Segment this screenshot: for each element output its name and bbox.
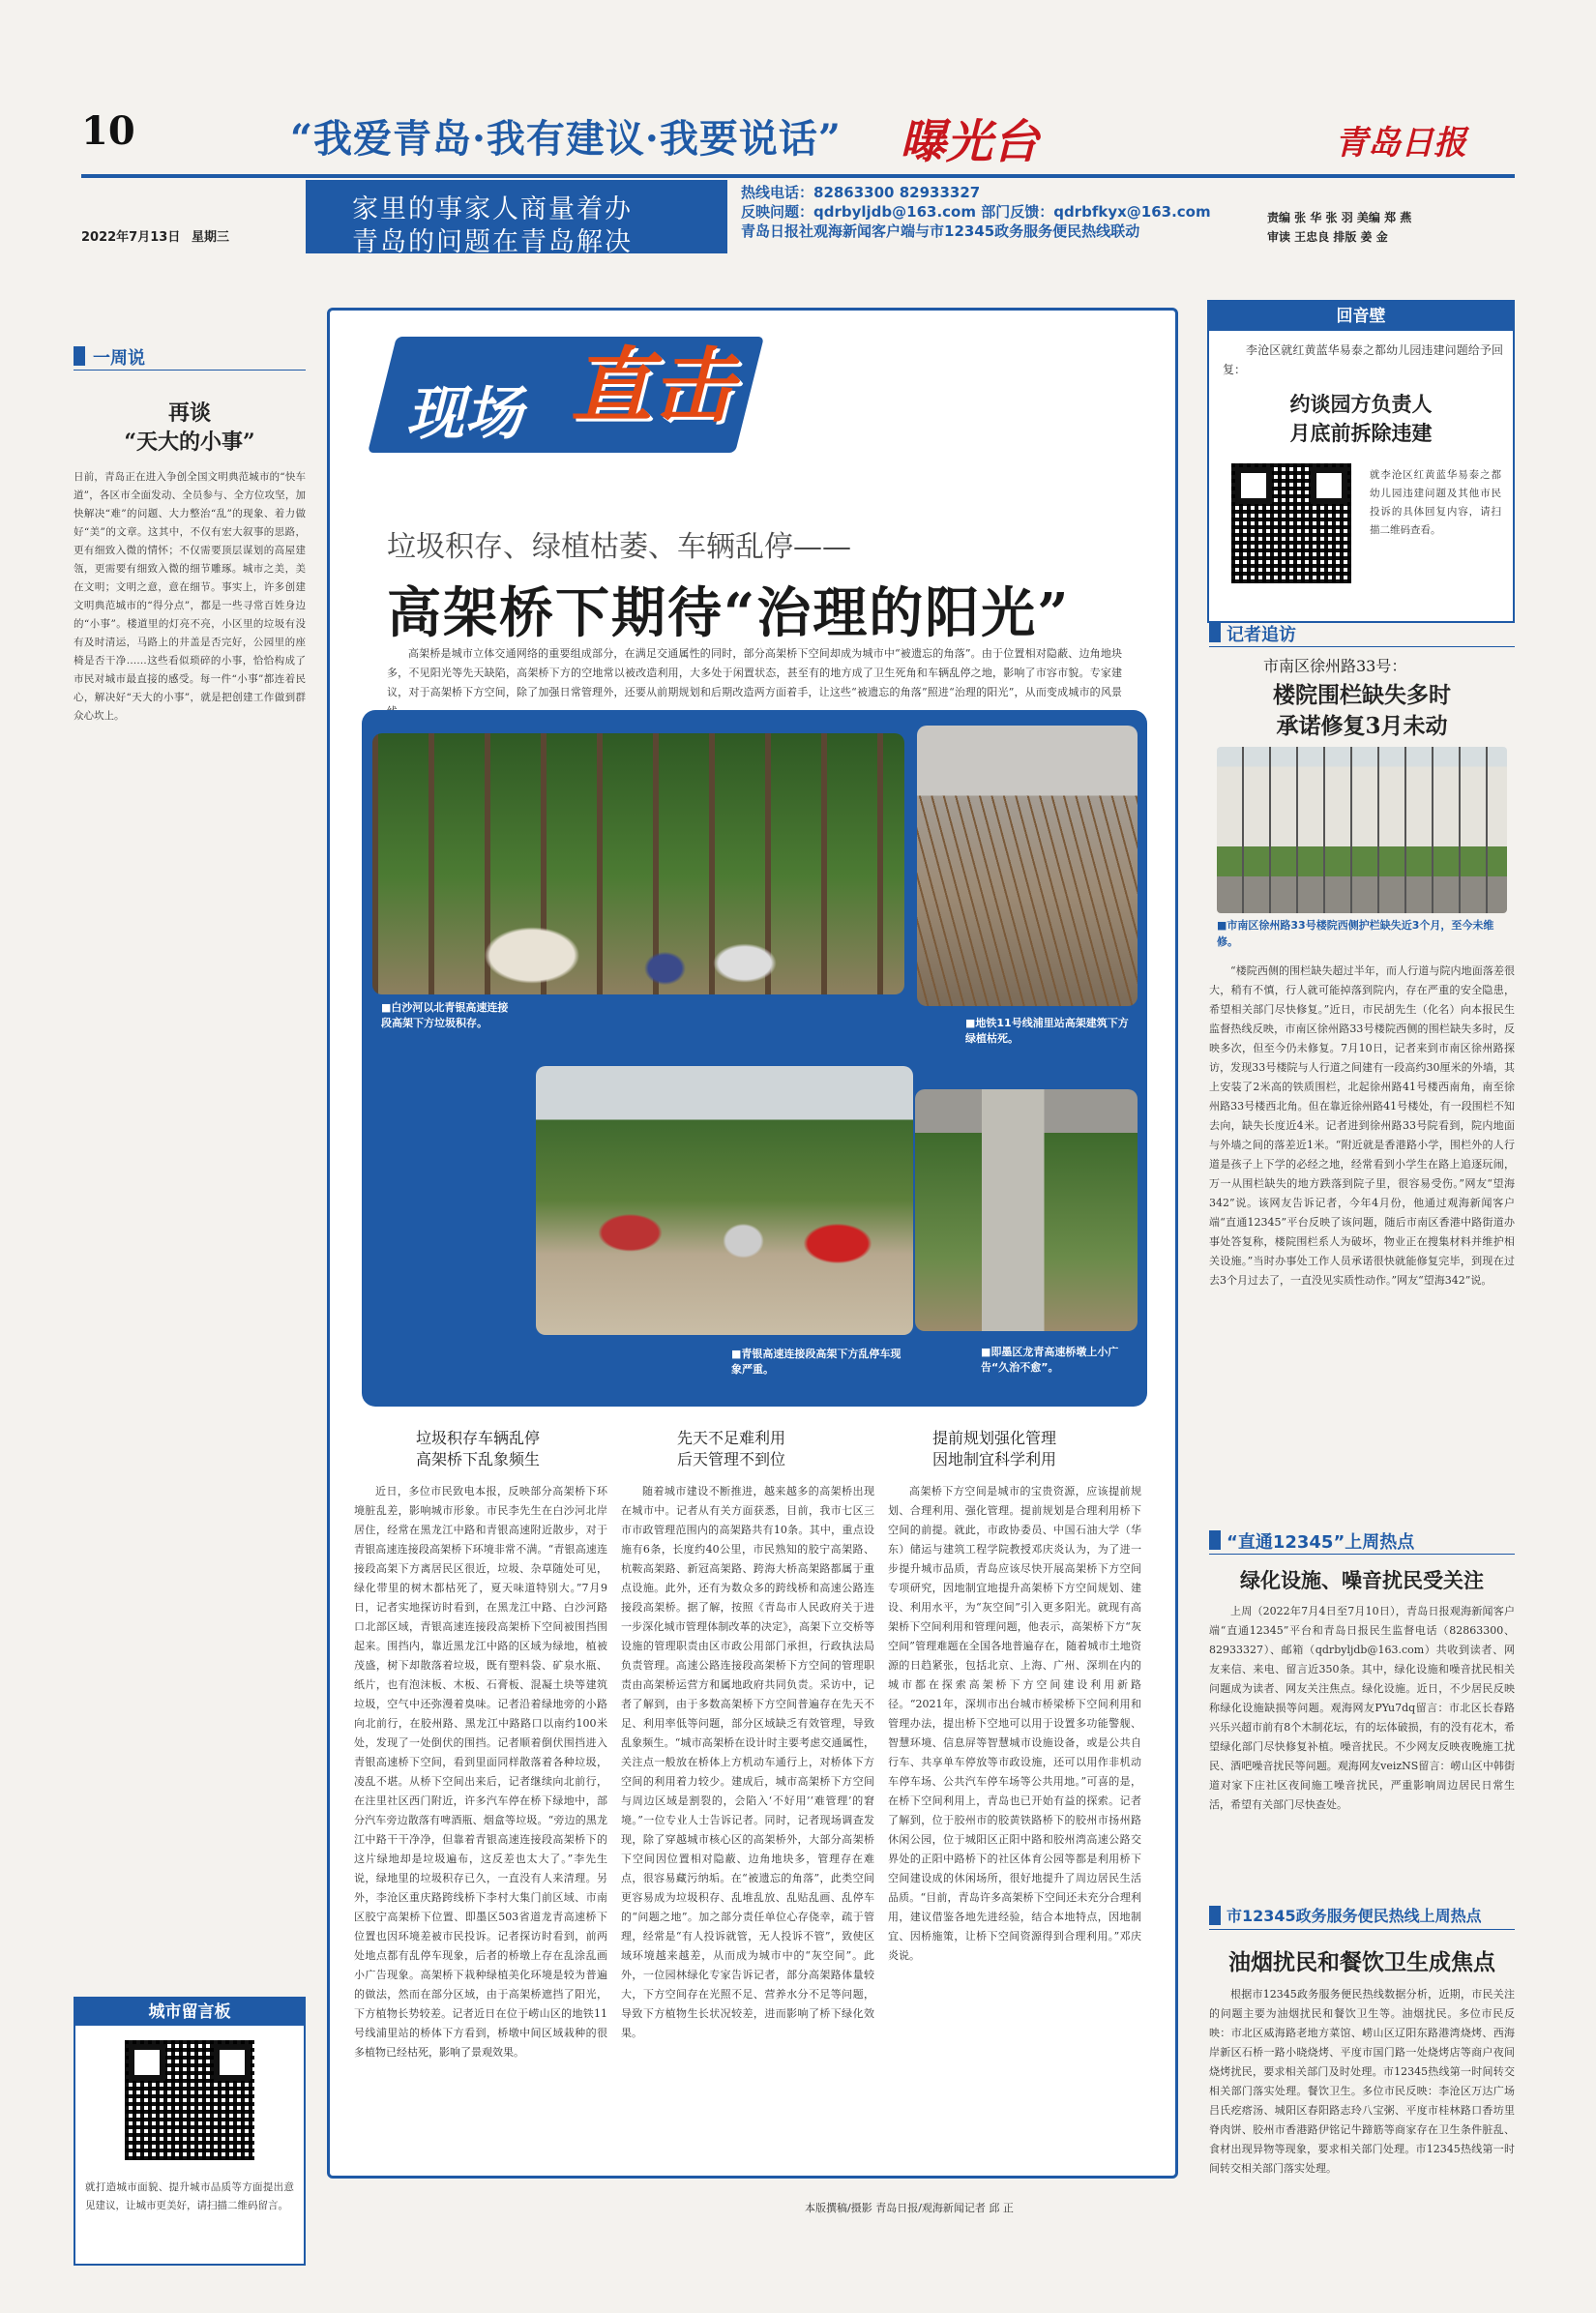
photo-building-fence bbox=[1217, 747, 1507, 913]
s2-body: “楼院西侧的围栏缺失超过半年，而人行道与院内地面落差很大，稍有不慎，行人就可能掉落到院内，存在严重的安全隐患，希望相关部门尽快修复。”近日，市民胡先生（化名）向本报民生监督热线反映，市南区徐州路33号楼院西侧的围栏缺失多时，反映多次，但至今仍未修复。7月10日，记者来到市南区徐州路探访，发现33号楼院与人行道之间建有一段高约30厘米的外墙，其上安装了2米高的铁质围栏，北起徐州路41号楼西南角，南至徐州路33号楼西北角。但在靠近徐州路41号楼处，有一段围栏不知去向，缺失长度近4米。记者进到徐州路33号院看到，院内地面与外墙之间的落差近1米。“附近就是香港路小学，围栏外的人行道是孩子上下学的必经之地，经常看到小学生在路上追逐玩闹，万一从围栏缺失的地方跌落到院子里，很容易受伤。”网友“望海342”说。该网友告诉记者，今年4月份，他通过观海新闻客户端“直通12345”平台反映了该问题，随后市南区香港中路街道办事处答复称，楼院围栏系人为破坏，物业正在搜集材料并维护相关设施。”当时办事处工作人员承诺很快就能修复完毕，到现在过去3个月过去了，一直没见实质性动作。”网友“望海342”说。 bbox=[1209, 964, 1515, 1287]
hotline: 热线电话：82863300 82933327 bbox=[741, 184, 981, 201]
motto-line2: 青岛的问题在青岛解决 bbox=[352, 227, 633, 257]
feature-banner-b: 直击 bbox=[571, 338, 734, 433]
feature-title: 高架桥下期待“治理的阳光” bbox=[387, 581, 1071, 645]
feature-credit: 本版撰稿/摄影 青岛日报/观海新闻记者 邱 正 bbox=[805, 2202, 1014, 2214]
s2-kicker: 市南区徐州路33号： bbox=[1263, 657, 1407, 675]
reviewers: 审读 王忠良 排版 姜 金 bbox=[1267, 230, 1388, 244]
echo-wall-headline1: 约谈园方负责人 bbox=[1289, 392, 1433, 416]
left-body: 日前，青岛正在进入争创全国文明典范城市的“快车道”，各区市全面发动、全员参与、全方位攻坚，加快解决“难”的问题、大力整治“乱”的现象、着力做好“美”的文章。这其中，不仅有宏大叙事的思路，更有细致入微的情怀；不仅需要顶层谋划的高屋建瓴，更需要有细致入微的细节雕琢。城市之美，美在文明；文明之意，意在细节。事实上，许多创建文明典范城市的“得分点”，都是一些寻常百姓身边的“小事”。楼道里的灯亮不亮，小区里的垃圾有没有及时清运，马路上的井盖是否完好，公园里的座椅是否干净……这些看似琐碎的小事，恰恰构成了市民对城市最直接的感受。每一件“小事”都连着民心，解决好“天大的小事”，就是把创建工作做到群众心坎上。 bbox=[74, 471, 306, 722]
echo-wall-note: 就李沧区红黄蓝华易泰之都幼儿园违建问题及其他市民投诉的具体回复内容，请扫描二维码查看。 bbox=[1370, 469, 1501, 536]
feature-banner-a: 现场 bbox=[406, 380, 522, 448]
page-number: 10 bbox=[81, 108, 135, 154]
echo-wall-box bbox=[1207, 300, 1515, 623]
feature-subtitle: 垃圾积存、绿植枯萎、车辆乱停—— bbox=[387, 530, 851, 564]
photo-withered-plants bbox=[917, 726, 1138, 1006]
paper-logo: 青岛日报 bbox=[1335, 124, 1466, 163]
motto-line1: 家里的事家人商量着办 bbox=[352, 194, 633, 224]
caption-1: ■白沙河以北青银高速连接段高架下方垃圾积存。 bbox=[373, 996, 518, 1035]
s3-tag: “直通12345”上周热点 bbox=[1227, 1532, 1415, 1553]
left-title2: “天大的小事” bbox=[124, 430, 255, 455]
s2-tag: 记者追访 bbox=[1227, 625, 1296, 645]
feature-col1: 近日，多位市民致电本报，反映部分高架桥下环境脏乱差，影响城市形象。市民李先生在白沙河北岸居住，经常在黑龙江中路和青银高速附近散步，对于青银高速连接段高架桥下环境非常不满。“青银高速连接段高架下方离居民区很近，垃圾、杂草随处可见，绿化带里的树木都枯死了，夏天味道特别大。”7月9日，记者实地探访时看到，在黑龙江中路、白沙河路口北部区域，青银高速连接段高架桥下空间被围挡围起来。围挡内，靠近黑龙江中路的区域为绿地，植被茂盛，树下却散落着垃圾，既有塑料袋、矿泉水瓶、纸片，也有泡沫板、木板、石膏板、混凝土块等建筑垃圾，空气中还弥漫着臭味。记者沿着绿地旁的小路向北前行，在胶州路、黑龙江中路路口以南约100米处，发现了一处倒伏的围挡。记者顺着倒伏围挡进入青银高速桥下空间，看到里面同样散落着各种垃圾，凌乱不堪。从桥下空间出来后，记者继续向北前行，在注里社区西门附近，许多汽车停在桥下绿地中，部分汽车旁边散落有啤酒瓶、烟盒等垃圾。“旁边的黑龙江中路干干净净，但靠着青银高速连接段高架桥下的这片绿地却是垃圾遍布，这反差也太大了。”李先生说，绿地里的垃圾积存已久，一直没有人来清理。另外，李沧区重庆路跨线桥下李村大集门前区域、市南区胶宁高架桥下位置、即墨区503省道龙青高速桥下位置也因环境差被市民投诉。记者探访时看到，前两处地点都有乱停车现象，后者的桥墩上存在乱涂乱画小广告现象。高架桥下栽种绿植美化环境是较为普遍的做法，然而在部分区域，由于高架桥遮挡了阳光，下方植物长势较差。记者近日在位于崂山区的地铁11号线浦里站的桥体下方看到，桥墩中间区域栽种的很多植物已经枯死，影响了景观效果。 bbox=[354, 1485, 607, 2059]
s4-body: 根据市12345政务服务便民热线数据分析，近期，市民关注的问题主要为油烟扰民和餐饮卫生等。油烟扰民。多位市民反映：市北区威海路老地方菜馆、崂山区辽阳东路港湾烧烤、西海岸新区石桥一路小晓烧烤、平度市国门路一处烧烤店等商户夜间烧烤扰民，要求相关部门及时处理。市12345热线第一时间转交相关部门落实处理。餐饮卫生。多位市民反映：李沧区万达广场吕氏疙瘩汤、城阳区春阳路志玲八宝粥、平度市桂林路口香坊里脊肉饼、胶州市香港路伊铭记牛蹄筋等商家存在卫生条件脏乱、食材出现异物等现象，要求相关部门处理。市12345热线第一时间转交相关部门落实处理。 bbox=[1209, 1988, 1515, 2175]
left-section-rule bbox=[74, 370, 306, 371]
message-board bbox=[74, 1997, 306, 2266]
partner-line: 青岛日报社观海新闻客户端与市12345政务服务便民热线联动 bbox=[741, 222, 1140, 240]
photo-forest-litter bbox=[372, 733, 904, 994]
left-title1: 再谈 bbox=[167, 400, 211, 426]
left-section-name: 一周说 bbox=[93, 348, 145, 369]
feature-col3: 高架桥下方空间是城市的宝贵资源，应该提前规划、合理利用、强化管理。提前规划是合理利用桥下空间的前提。就此，市政协委员、中国石油大学（华东）储运与建筑工程学院教授邓庆炎认为，为了进一步提升城市品质，青岛应该尽快开展高架桥下方空间专项研究，因地制宜地提升高架桥下方空间规划、建设、利用水平，为“灰空间”引入更多阳光。就现有高架桥下空间利用和管理问题，他表示，高架桥下方“灰空间”管理难题在全国各地普遍存在，随着城市土地资源的日趋紧张，包括北京、上海、广州、深圳在内的城市都在探索高架桥下方空间建设利用新路径。“2021年，深圳市出台城市桥梁桥下空间利用和管理办法，提出桥下空地可以用于设置多功能警舰、智慧环境、信息屏等智慧城市设施设备，或是公共自行车、共享单车停放等市政设施，还可以用作非机动车停车场、公共汽车停车场等公共用地。”可喜的是，在桥下空间利用上，青岛也已开始有益的探索。记者了解到，位于胶州市的胶黄铁路桥下的胶州市扬州路休闲公园，位于城阳区正阳中路和胶州湾高速公路交界处的正阳中路桥下的社区体育公园等都是利用桥下空间建设成的休闲场所，很好地提升了周边居民生活品质。“目前，青岛许多高架桥下空间还未充分合理利用，建议借鉴各地先进经验，结合本地特点，因地制宜、因桥施策，让桥下空间资源得到合理利用。”邓庆炎说。 bbox=[888, 1485, 1141, 1962]
s2-caption: ■市南区徐州路33号楼院西侧护栏缺失近3个月，至今未维修。 bbox=[1217, 919, 1494, 948]
echo-wall-headline2: 月底前拆除违建 bbox=[1289, 421, 1433, 445]
photo-pier-ads bbox=[915, 1089, 1138, 1331]
message-board-text: 就打造城市面貌、提升城市品质等方面提出意见建议，让城市更美好，请扫描二维码留言。 bbox=[85, 2181, 294, 2211]
left-section-tag bbox=[74, 346, 85, 366]
s3-tag-mark bbox=[1209, 1530, 1221, 1550]
s4-headline: 油烟扰民和餐饮卫生成焦点 bbox=[1228, 1949, 1495, 1975]
weekday: 星期三 bbox=[192, 230, 230, 245]
editors: 责编 张 华 张 羽 美编 郑 燕 bbox=[1267, 211, 1412, 224]
slogan: “我爱青岛·我有建议·我要说话” bbox=[290, 116, 842, 162]
feature-col2: 随着城市建设不断推进，越来越多的高架桥出现在城市中。记者从有关方面获悉，目前，我市七区三市市政管理范围内的高架路共有10条。其中，重点设施有6条，长度约40公里，市民熟知的胶宁高架路、杭鞍高架路、新冠高架路、跨海大桥高架路都属于重点设施。此外，还有为数众多的跨线桥和高速公路连接段高架桥。据了解，按照《青岛市人民政府关于进一步深化城市管理体制改革的决定》，高架下立交桥等设施的管理职责由区市政公用部门承担，行政执法局负责管理。高速公路连接段高架桥下方空间的管理职责由高架桥运营方和属地政府共同负责。采访中，记者了解到，由于多数高架桥下方空间普遍存在先天不足、利用率低等问题，部分区域缺乏有效管理，导致乱象频生。“城市高架桥在设计时主要考虑交通属性，关注点一般放在桥体上方机动车通行上，对桥体下方空间的利用着力较少。建成后，城市高架桥下方空间与周边区域是割裂的，会陷入‘不好用’‘难管理’的窘境。”一位专业人士告诉记者。同时，记者现场调查发现，除了穿越城市核心区的高架桥外，大部分高架桥下空间因位置相对隐蔽、边角地块多，管理存在难点，很容易藏污纳垢。在“被遗忘的角落”，此类空间更容易成为垃圾积存、乱堆乱放、乱贴乱画、乱停车的“问题之地”。加之部分责任单位心存侥幸，疏于管理，经常是“有人投诉就管，无人投诉不管”，致使区域环境越来越差，从而成为城市中的“灰空间”。此外，一位园林绿化专家告诉记者，部分高架路体量较大，下方空间存在光照不足、营养水分不足等问题，导致下方植物生长状况较差，进而影响了桥下绿化效果。 bbox=[621, 1485, 874, 2039]
column-name: 曝光台 bbox=[900, 115, 1040, 169]
s2-tag-mark bbox=[1209, 623, 1221, 642]
s4-tag: 市12345政务服务便民热线上周热点 bbox=[1227, 1907, 1482, 1925]
date: 2022年7月13日 bbox=[81, 230, 181, 245]
message-board-qr[interactable] bbox=[122, 2037, 257, 2163]
s2-rule bbox=[1209, 646, 1515, 647]
subhead-1: 垃圾积存车辆乱停 高架桥下乱象频生 bbox=[415, 1429, 540, 1468]
s2-headline2: 承诺修复3月未动 bbox=[1276, 713, 1448, 739]
echo-wall-text: 李沧区就红黄蓝华易泰之都幼儿园违建问题给予回复： bbox=[1223, 343, 1503, 376]
echo-wall-title: 回音壁 bbox=[1209, 302, 1513, 331]
subhead-2: 先天不足难利用 后天管理不到位 bbox=[676, 1429, 785, 1468]
s2-headline1: 楼院围栏缺失多时 bbox=[1273, 682, 1451, 708]
s4-rule bbox=[1209, 1929, 1515, 1930]
s3-body: 上周（2022年7月4日至7月10日），青岛日报观海新闻客户端“直通12345”平台和青岛日报民生监督电话（82863300、82933327）、邮箱（qdrbyljdb@163.com）共收到读者、网友来信、来电、留言近350条。其中，绿化设施和噪音扰民相关问题成为读者、网友关注焦点。绿化设施。近日，不少居民反映称绿化设施缺损等问题。观海网友PYu7dq留言：市北区长春路兴乐兴超市前有8个木制花坛，有的坛体破损，有的没有花木，希望绿化部门尽快修复补植。噪音扰民。不少网友反映夜晚施工扰民、酒吧噪音扰民等问题。观海网友veizNS留言：崂山区中韩街道对家下庄社区夜间施工噪音扰民，严重影响周边居民日常生活，希望有关部门尽快查处。 bbox=[1209, 1605, 1515, 1811]
caption-4: ■即墨区龙青高速桥墩上小广告“久治不愈”。 bbox=[973, 1341, 1138, 1379]
s4-tag-mark bbox=[1209, 1906, 1221, 1925]
header-rule bbox=[81, 174, 1515, 178]
s3-headline: 绿化设施、噪音扰民受关注 bbox=[1240, 1568, 1484, 1592]
photo-parked-cars bbox=[536, 1066, 913, 1335]
caption-3: ■青银高速连接段高架下方乱停车现象严重。 bbox=[724, 1343, 913, 1381]
echo-wall-qr[interactable] bbox=[1228, 460, 1354, 586]
s3-rule bbox=[1209, 1554, 1515, 1555]
message-board-title: 城市留言板 bbox=[75, 1999, 304, 2026]
email-line: 反映问题：qdrbyljdb@163.com 部门反馈：qdrbfkyx@163.com bbox=[741, 203, 1211, 221]
subhead-3: 提前规划强化管理 因地制宜科学利用 bbox=[931, 1429, 1056, 1468]
caption-2: ■地铁11号线浦里站高架建筑下方绿植枯死。 bbox=[958, 1012, 1141, 1051]
feature-lead: 高架桥是城市立体交通网络的重要组成部分，在满足交通属性的同时，部分高架桥下空间却成为城市中“被遗忘的角落”。由于位置相对隐蔽、边角地块多，不见阳光等先天缺陷，高架桥下方的空地常以被改造利用，大多处于闲置状态，甚至有的地方成了卫生死角和车辆乱停之地，影响了市容市貌。专家建议，对于高架桥下方空间，除了加强日常管理外，还要从前期规划和后期改造两方面着手，让这些“被遗忘的角落”照进“治理的阳光”，从而变成城市的风景 bbox=[387, 647, 1122, 698]
